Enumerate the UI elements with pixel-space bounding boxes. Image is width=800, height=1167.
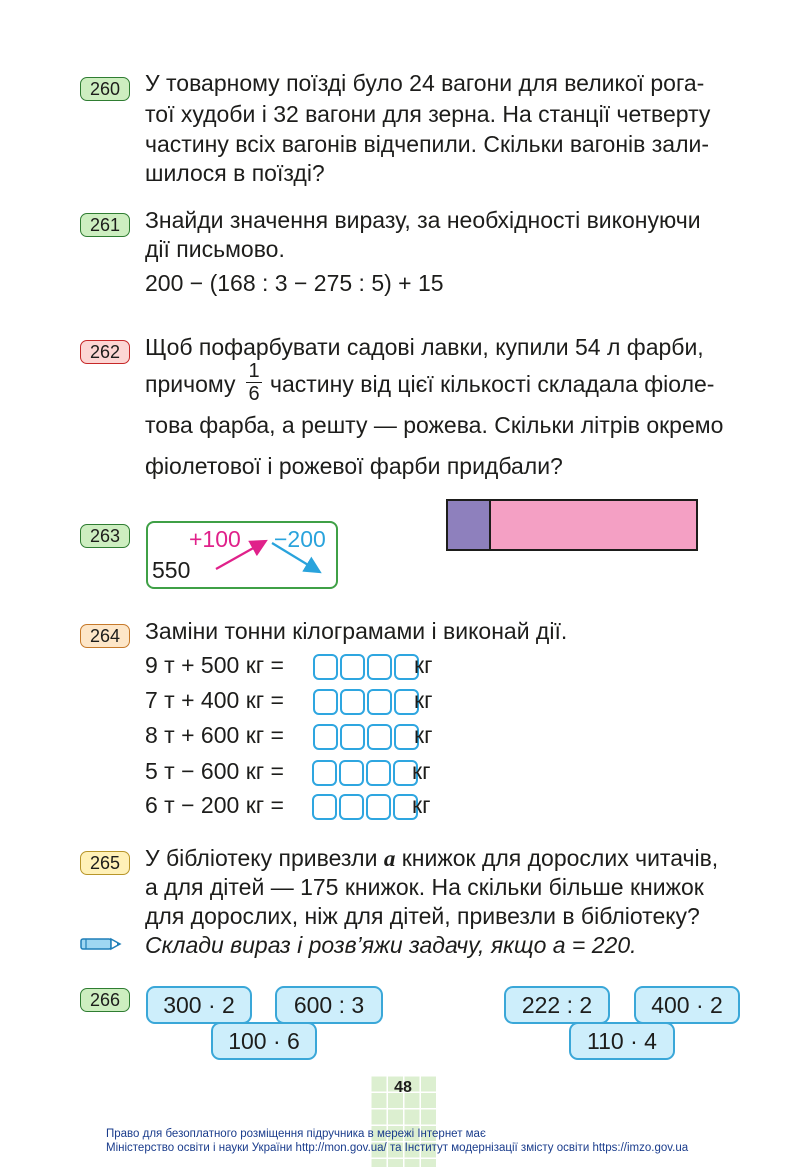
- expression-card-222div2: 222 : 2: [504, 986, 610, 1024]
- task-262-line-1: Щоб пофарбувати садові лавки, купили 54 л фарби,: [145, 334, 704, 360]
- expression-card-100x6: 100 · 6: [211, 1022, 317, 1060]
- footer-line-1: Право для безоплатного розміщення підручника в мережі Інтернет має: [106, 1128, 486, 1140]
- conversion-expr-1: 9 т + 500 кг =: [145, 652, 284, 678]
- task-260-line-3: частину всіх вагонів відчепили. Скільки вагонів зали-: [145, 131, 710, 157]
- answer-boxes-3[interactable]: [313, 724, 421, 750]
- expression-card-300x2: 300 · 2: [146, 986, 252, 1024]
- task-number-262: 262: [80, 340, 130, 364]
- task-262-line-2-start: причому: [145, 371, 236, 397]
- conversion-unit-1: кг: [414, 652, 433, 678]
- task-265-line-1-end: книжок для дорослих читачів,: [401, 845, 719, 871]
- arrow-plus: [216, 542, 264, 569]
- task-number-265: 265: [80, 851, 130, 875]
- task-262-line-2-end: частину від цієї кількості складала фіоле-: [270, 371, 715, 397]
- task-number-264: 264: [80, 624, 130, 648]
- task-265-line-1: [145, 843, 718, 874]
- conversion-expr-4: 5 т − 600 кг =: [145, 758, 284, 784]
- task-number-260: 260: [80, 77, 130, 101]
- page-number: 48: [394, 1079, 412, 1096]
- fraction-denominator: 6: [248, 383, 260, 405]
- task-265-line-1-start: У бібліотеку привезли: [145, 845, 378, 871]
- task-264-instruction: Заміни тонни кілограмами і виконай дії.: [145, 618, 568, 644]
- task-265-line-4: Склади вираз і розв’яжи задачу, якщо a = 220.: [145, 932, 637, 958]
- fraction-one-sixth: [243, 360, 265, 405]
- chain-op-plus: +100: [189, 526, 241, 552]
- fraction-numerator: 1: [248, 360, 260, 382]
- conversion-expr-2: 7 т + 400 кг =: [145, 687, 284, 713]
- conversion-unit-4: кг: [412, 758, 431, 784]
- task-261-line-2: дії письмово.: [145, 236, 285, 262]
- pencil-icon: [80, 935, 122, 953]
- conversion-expr-5: 6 т − 200 кг =: [145, 792, 284, 818]
- expression-card-600div3: 600 : 3: [275, 986, 383, 1024]
- expression-card-400x2: 400 · 2: [634, 986, 740, 1024]
- chain-op-minus: −200: [274, 526, 326, 552]
- variable-a: a: [383, 846, 396, 871]
- task-260-line-1: У товарному поїзді було 24 вагони для великої рога-: [145, 70, 705, 96]
- task-260-line-2: тої худоби і 32 вагони для зерна. На станції четверту: [145, 101, 711, 127]
- paint-bar-violet-part: [448, 501, 491, 549]
- expression-card-110x4: 110 · 4: [569, 1022, 675, 1060]
- arrow-minus: [272, 543, 318, 571]
- task-number-263: 263: [80, 524, 130, 548]
- answer-boxes-1[interactable]: [313, 654, 421, 680]
- conversion-unit-5: кг: [412, 792, 431, 818]
- task-number-266: 266: [80, 988, 130, 1012]
- conversion-expr-3: 8 т + 600 кг =: [145, 722, 284, 748]
- paint-bar: [446, 499, 698, 551]
- task-number-261: 261: [80, 213, 130, 237]
- task-265-line-2: а для дітей — 175 книжок. На скільки більше книжок: [145, 874, 704, 900]
- task-265-line-3: для дорослих, ніж для дітей, привезли в бібліотеку?: [145, 903, 700, 929]
- task-260-line-4: шилося в поїзді?: [145, 160, 325, 186]
- answer-boxes-5[interactable]: [312, 794, 420, 820]
- answer-boxes-2[interactable]: [313, 689, 421, 715]
- paint-bar-pink-part: [491, 501, 696, 549]
- chain-arrows: [146, 521, 336, 587]
- conversion-unit-2: кг: [414, 687, 433, 713]
- answer-boxes-4[interactable]: [312, 760, 420, 786]
- footer-line-2: Міністерство освіти і науки України http://mon.gov.ua/ та Інститут модернізації змісту освіти https://imzo.gov.ua: [106, 1142, 689, 1154]
- conversion-unit-3: кг: [414, 722, 433, 748]
- task-262-line-3: това фарба, а решту — рожева. Скільки літрів окремо: [145, 412, 724, 438]
- task-262-line-4: фіолетової і рожевої фарби придбали?: [145, 453, 563, 479]
- chain-start-value: 550: [152, 557, 191, 583]
- task-261-line-1: Знайди значення виразу, за необхідності виконуючи: [145, 207, 701, 233]
- task-261-expression: 200 − (168 : 3 − 275 : 5) + 15: [145, 270, 444, 296]
